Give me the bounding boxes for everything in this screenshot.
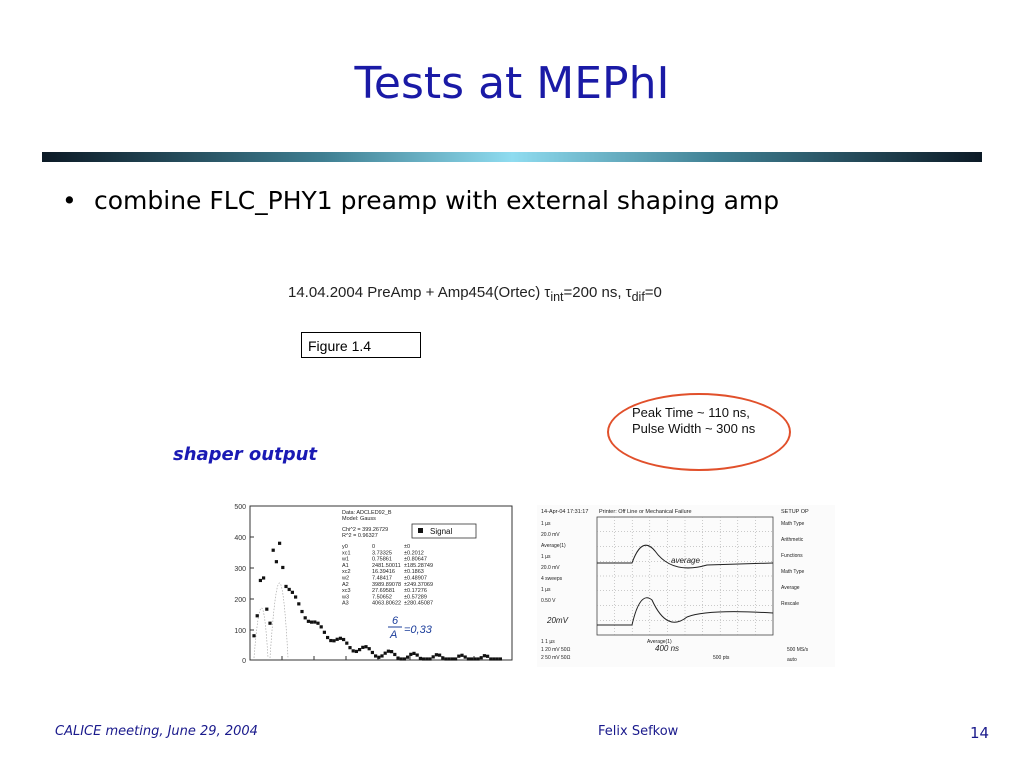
fit-param-cell: 0.75861: [372, 556, 392, 563]
signal-point: [499, 657, 502, 660]
signal-point: [361, 646, 364, 649]
signal-point: [400, 657, 403, 660]
signal-point: [291, 591, 294, 594]
signal-point: [473, 657, 476, 660]
signal-point: [451, 657, 454, 660]
fit-param-cell: ±0.17276: [404, 588, 427, 595]
page-number: 14: [970, 724, 990, 742]
signal-point: [313, 620, 316, 623]
signal-point: [464, 655, 467, 658]
figure-heading-sub-dif: dif: [631, 290, 645, 304]
signal-point: [448, 657, 451, 660]
signal-point: [364, 645, 367, 648]
signal-point: [489, 657, 492, 660]
fit-data-label: Data: ADCLED92_B: [342, 510, 392, 516]
signal-point: [419, 657, 422, 660]
figure-heading-mid: =200 ns, τ: [563, 284, 632, 301]
pulse-width-line: Pulse Width ~ 300 ns: [632, 421, 756, 436]
signal-point: [435, 653, 438, 656]
figure-heading-sub-int: int: [550, 290, 564, 304]
fit-param-cell: ±0.2012: [404, 550, 424, 557]
signal-point: [278, 542, 281, 545]
signal-point: [329, 639, 332, 642]
fit-param-cell: 3.73325: [372, 550, 392, 557]
signal-point: [486, 655, 489, 658]
signal-point: [332, 639, 335, 642]
fit-param-cell: 7.50652: [372, 594, 392, 601]
signal-point: [480, 656, 483, 659]
fit-param-cell: w3: [342, 594, 350, 601]
signal-point: [368, 647, 371, 650]
fit-param-cell: w1: [342, 556, 350, 563]
signal-point: [345, 642, 348, 645]
fit-param-cell: A3: [342, 600, 349, 607]
fit-param-cell: 4063.80622: [372, 600, 402, 607]
scope-right-panel-item: Arithmetic: [781, 537, 804, 543]
legend-marker: [418, 528, 423, 533]
fit-param-cell: 16.39416: [372, 569, 395, 576]
fit-param-cell: w2: [342, 575, 350, 582]
scope-left-panel: [541, 521, 566, 604]
fit-param-cell: A1: [342, 562, 349, 569]
signal-point: [358, 648, 361, 651]
scope-left-panel-item: 1 µs: [541, 521, 551, 527]
scope-bottom-rate: 500 MS/s: [787, 647, 809, 653]
figure-heading-main: 14.04.2004 PreAmp + Amp454(Ortec) τ: [288, 284, 551, 301]
scope-right-panel-item: Functions: [781, 553, 803, 559]
scope-right-panel-item: Math Type: [781, 569, 805, 575]
signal-point: [393, 653, 396, 656]
scope-left-panel-item: 20.0 mV: [541, 532, 560, 538]
fit-param-cell: y0: [342, 544, 348, 550]
signal-point: [422, 657, 425, 660]
signal-point: [444, 657, 447, 660]
scope-timestamp: 14-Apr-04 17:31:17: [541, 509, 589, 515]
signal-point: [262, 576, 265, 579]
scope-setup-label: SETUP OP: [781, 509, 809, 515]
gauss-fit-curves: [254, 583, 288, 658]
signal-point: [387, 650, 390, 653]
annot-20mv: 20mV: [547, 616, 568, 625]
scope-right-panel-item: Math Type: [781, 521, 805, 527]
signal-point: [374, 654, 377, 657]
footer-meeting: CALICE meeting, June 29, 2004: [55, 724, 258, 739]
fit-param-cell: ±0.80647: [404, 556, 427, 563]
scope-printer-status: Printer: Off Line or Mechanical Failure: [599, 509, 692, 515]
bullet-text: combine FLC_PHY1 preamp with external shaping amp: [94, 186, 780, 215]
adc-spectrum-svg: [232, 498, 514, 670]
signal-point: [268, 622, 271, 625]
scope-left-panel-item: Average(1): [541, 543, 566, 549]
shaper-output-label: shaper output: [173, 444, 317, 465]
fit-param-cell: ±249.37069: [404, 581, 434, 588]
signal-point: [390, 650, 393, 653]
adc-spectrum-plot: [232, 498, 514, 670]
handwritten-ratio: [388, 615, 433, 641]
signal-point: [457, 655, 460, 658]
ratio-numerator: 6: [392, 615, 399, 627]
signal-point: [432, 655, 435, 658]
scope-bottom-auto: auto: [787, 657, 797, 663]
signal-point: [252, 634, 255, 637]
signal-point: [281, 566, 284, 569]
signal-point: [371, 651, 374, 654]
y-tick-label: 300: [234, 566, 246, 573]
fit-param-cell: A2: [342, 581, 349, 588]
figure-heading: [288, 284, 662, 304]
signal-point: [284, 585, 287, 588]
signal-point: [377, 656, 380, 659]
signal-point: [339, 637, 342, 640]
signal-point: [412, 652, 415, 655]
scope-bottom-average: Average(1): [647, 639, 672, 645]
signal-point: [384, 652, 387, 655]
signal-point: [460, 654, 463, 657]
peak-annotation: [632, 405, 755, 437]
fit-r2-label: R^2 = 0.96327: [342, 533, 378, 539]
fit-param-cell: 3989.89078: [372, 581, 402, 588]
oscilloscope-screenshot: [537, 505, 835, 667]
y-tick-label: 400: [234, 535, 246, 542]
fit-params-table: [341, 544, 433, 607]
signal-point: [316, 622, 319, 625]
signal-point: [304, 616, 307, 619]
signal-point: [310, 621, 313, 624]
y-tick-label: 200: [234, 597, 246, 604]
bullet-item: [62, 186, 779, 215]
signal-point: [259, 579, 262, 582]
signal-point: [483, 654, 486, 657]
scope-right-panel: [781, 521, 804, 607]
fit-param-cell: ±0: [404, 544, 411, 550]
ratio-value: =0,33: [404, 624, 432, 636]
annot-average: average: [671, 556, 700, 565]
signal-point: [256, 614, 259, 617]
signal-point: [342, 638, 345, 641]
signal-point: [467, 657, 470, 660]
fit-param-cell: ±280.45087: [404, 600, 434, 607]
fit-param-cell: ±185.28749: [404, 562, 434, 569]
signal-point: [438, 654, 441, 657]
slide-title: Tests at MEPhI: [354, 58, 670, 109]
figure-heading-end: =0: [644, 284, 662, 301]
scope-left-panel-item: 1 µs: [541, 554, 551, 560]
annot-400ns: 400 ns: [655, 644, 680, 653]
fit-param-cell: 7.48417: [372, 575, 392, 582]
scope-bottom-pts: 500 pts: [713, 655, 730, 661]
y-tick-label: 0: [242, 658, 246, 665]
scope-left-panel-item: 20.0 mV: [541, 565, 560, 571]
signal-point: [272, 549, 275, 552]
scope-left-panel-item: 4 sweeps: [541, 576, 563, 582]
signal-point: [441, 656, 444, 659]
signal-point: [396, 656, 399, 659]
signal-point: [409, 653, 412, 656]
legend-label: Signal: [430, 527, 453, 536]
scope-left-panel-item: 0.50 V: [541, 598, 556, 604]
scope-bottom-line: 1 1 µs: [541, 639, 555, 645]
signal-point: [428, 657, 431, 660]
signal-point: [326, 636, 329, 639]
fit-model-label: Model: Gauss: [342, 516, 376, 522]
signal-point: [288, 588, 291, 591]
signal-point: [348, 646, 351, 649]
fit-param-cell: xc1: [342, 550, 351, 557]
signal-point: [323, 631, 326, 634]
fit-param-cell: ±0.1863: [404, 569, 424, 576]
signal-point: [297, 602, 300, 605]
signal-point: [496, 657, 499, 660]
signal-point: [406, 656, 409, 659]
scope-left-panel-item: 1 µs: [541, 587, 551, 593]
figure-label-box: Figure 1.4: [301, 332, 421, 358]
fit-param-cell: ±0.57289: [404, 594, 427, 601]
signal-point: [307, 620, 310, 623]
signal-point: [275, 560, 278, 563]
signal-point: [336, 638, 339, 641]
fit-chi-label: Chi^2 = 399.26729: [342, 527, 389, 533]
scope-right-panel-item: Rescale: [781, 601, 800, 607]
ratio-denominator: A: [390, 629, 398, 641]
title-divider-bar: [42, 152, 982, 162]
signal-point: [470, 657, 473, 660]
scope-bottom-line: 2 50 mV 50Ω: [541, 655, 571, 661]
fit-param-cell: 0: [372, 544, 376, 550]
fit-param-cell: 27.69581: [372, 588, 395, 595]
signal-point: [454, 657, 457, 660]
peak-time-line: Peak Time ~ 110 ns,: [632, 405, 750, 420]
fit-param-cell: xc2: [342, 569, 351, 576]
signal-point: [352, 649, 355, 652]
scope-bottom-line: 1 20 mV 50Ω: [541, 647, 571, 653]
y-tick-label: 500: [234, 504, 246, 511]
fit-param-cell: ±0.48907: [404, 575, 427, 582]
scope-right-panel-item: Average: [781, 585, 800, 591]
footer-author: Felix Sefkow: [598, 724, 679, 739]
fit-param-cell: 2481.50011: [372, 562, 401, 569]
signal-point: [355, 650, 358, 653]
y-tick-label: 100: [234, 628, 246, 635]
signal-point: [403, 657, 406, 660]
signal-point: [265, 608, 268, 611]
fit-param-cell: xc3: [342, 588, 351, 595]
signal-point: [476, 657, 479, 660]
bullet-marker: •: [62, 186, 77, 215]
signal-point: [380, 654, 383, 657]
signal-point: [320, 625, 323, 628]
signal-point: [416, 653, 419, 656]
signal-point: [425, 657, 428, 660]
oscilloscope-svg: [537, 505, 835, 667]
signal-point: [300, 610, 303, 613]
signal-point: [492, 657, 495, 660]
signal-point: [294, 595, 297, 598]
